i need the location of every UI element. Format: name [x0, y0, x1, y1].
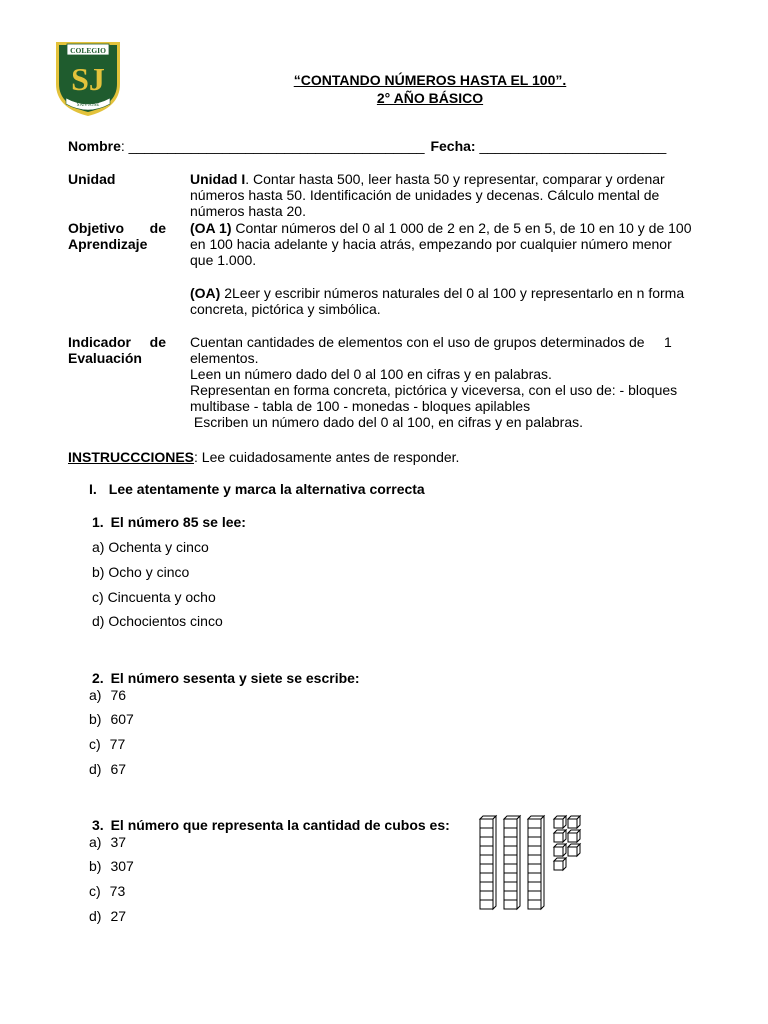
unit-cube	[568, 816, 580, 828]
base-ten-blocks-figure	[474, 814, 604, 916]
option-letter: d)	[89, 908, 102, 924]
indicador-label-word: de	[149, 334, 166, 350]
option-text: 73	[109, 883, 126, 899]
name-line[interactable]: : ______________________________________	[120, 138, 425, 154]
unidad-value-bold: Unidad I	[190, 171, 246, 187]
indicador-label	[68, 334, 166, 350]
option-text: Ocho y cinco	[108, 564, 190, 580]
section-heading	[89, 481, 425, 497]
objetivo-oa2	[190, 285, 700, 317]
unit-cube	[568, 844, 580, 856]
option-2a[interactable]	[89, 687, 126, 703]
unit-cube	[554, 858, 566, 870]
option-text: Cincuenta y ocho	[107, 589, 216, 605]
objetivo-label	[68, 220, 166, 236]
unit-cube	[568, 830, 580, 842]
option-letter: d)	[92, 613, 105, 629]
indicador-line: Cuentan cantidades de elementos con el uso de grupos determinados de 1	[190, 334, 672, 350]
instructions-label: INSTRUCCCIONES	[68, 449, 195, 465]
option-1d[interactable]	[92, 613, 223, 629]
date-line[interactable]: ________________________	[479, 138, 667, 154]
option-letter: a)	[92, 539, 105, 555]
ten-rod	[480, 816, 496, 909]
option-text: 607	[110, 711, 134, 727]
option-1a[interactable]	[92, 539, 209, 555]
option-letter: b)	[92, 564, 105, 580]
name-row	[68, 138, 666, 154]
section-numeral: I.	[89, 481, 97, 497]
logo-bottom-text: SAN JOSÉ	[76, 103, 100, 108]
page-title: “CONTANDO NÚMEROS HASTA EL 100”.	[293, 72, 567, 88]
oa2-line: 2Leer y escribir números naturales del 0 al 100 y representarlo en n forma	[220, 285, 685, 301]
indicador-line: Representan en forma concreta, pictórica y viceversa, con el uso de: - bloques	[190, 382, 678, 398]
logo-top-text: COLEGIO	[70, 46, 106, 55]
page-subtitle: 2° AÑO BÁSICO	[376, 90, 484, 106]
objetivo-label-line2: Aprendizaje	[68, 236, 148, 252]
question-1	[92, 514, 246, 530]
instructions	[68, 449, 459, 465]
unidad-line: números hasta 50. Identificación de unidades y decenas. Cálculo mental de	[190, 187, 660, 203]
school-logo	[54, 40, 122, 118]
objetivo-label-word: Objetivo	[68, 220, 125, 236]
oa1-bold: (OA 1)	[190, 220, 232, 236]
option-1c[interactable]	[92, 589, 216, 605]
logo-letters: SJ	[71, 61, 105, 97]
question-number: 2.	[92, 670, 104, 686]
option-letter: b)	[89, 711, 102, 727]
option-2c[interactable]	[89, 736, 125, 752]
option-text: 77	[109, 736, 126, 752]
option-letter: d)	[89, 761, 102, 777]
objetivo-label-word: de	[149, 220, 166, 236]
question-text: El número 85 se lee:	[110, 514, 246, 530]
unidad-label: Unidad	[68, 171, 116, 187]
indicador-value	[190, 334, 720, 430]
unit-cube	[554, 816, 566, 828]
option-letter: b)	[89, 858, 102, 874]
option-3c[interactable]	[89, 883, 125, 899]
oa1-line: que 1.000.	[190, 252, 257, 268]
question-number: 1.	[92, 514, 104, 530]
option-1b[interactable]	[92, 564, 189, 580]
oa1-line: en 100 hacia adelante y hacia atrás, empezando por cualquier número menor	[190, 236, 672, 252]
question-2	[92, 670, 360, 686]
option-2b[interactable]	[89, 711, 134, 727]
oa2-bold: (OA)	[190, 285, 221, 301]
section-title: Lee atentamente y marca la alternativa correcta	[108, 481, 425, 497]
unit-cube	[554, 830, 566, 842]
unidad-line: números hasta 20.	[190, 203, 306, 219]
option-text: 307	[110, 858, 134, 874]
indicador-label-word: Indicador	[68, 334, 132, 350]
question-text: El número que representa la cantidad de cubos es:	[110, 817, 450, 833]
option-letter: c)	[89, 736, 101, 752]
ten-rod	[504, 816, 520, 909]
unidad-line: . Contar hasta 500, leer hasta 50 y representar, comparar y ordenar	[245, 171, 665, 187]
indicador-line: Leen un número dado del 0 al 100 en cifras y en palabras.	[190, 366, 552, 382]
unidad-value	[190, 171, 700, 219]
option-letter: c)	[89, 883, 101, 899]
objetivo-oa1	[190, 220, 700, 268]
unit-cube	[554, 844, 566, 856]
question-text: El número sesenta y siete se escribe:	[110, 670, 360, 686]
indicador-line: multibase - tabla de 100 - monedas - bloques apilables	[190, 398, 531, 414]
option-text: 76	[110, 687, 127, 703]
oa1-line: Contar números del 0 al 1 000 de 2 en 2, de 5 en 5, de 10 en 10 y de 100	[231, 220, 692, 236]
question-3	[92, 817, 450, 833]
option-2d[interactable]	[89, 761, 126, 777]
instructions-text: : Lee cuidadosamente antes de responder.	[194, 449, 460, 465]
option-letter: a)	[89, 834, 102, 850]
option-3d[interactable]	[89, 908, 126, 924]
date-label: Fecha:	[430, 138, 476, 154]
option-text: 27	[110, 908, 127, 924]
indicador-label-line2: Evaluación	[68, 350, 142, 366]
indicador-line: elementos.	[190, 350, 259, 366]
option-3b[interactable]	[89, 858, 134, 874]
option-text: Ochenta y cinco	[108, 539, 209, 555]
option-letter: a)	[89, 687, 102, 703]
option-text: 37	[110, 834, 127, 850]
option-text: 67	[110, 761, 127, 777]
ten-rod	[528, 816, 544, 909]
option-letter: c)	[92, 589, 104, 605]
oa2-line: concreta, pictórica y simbólica.	[190, 301, 381, 317]
name-label: Nombre	[68, 138, 121, 154]
indicador-line: Escriben un número dado del 0 al 100, en cifras y en palabras.	[190, 414, 584, 430]
option-3a[interactable]	[89, 834, 126, 850]
question-number: 3.	[92, 817, 104, 833]
option-text: Ochocientos cinco	[108, 613, 223, 629]
